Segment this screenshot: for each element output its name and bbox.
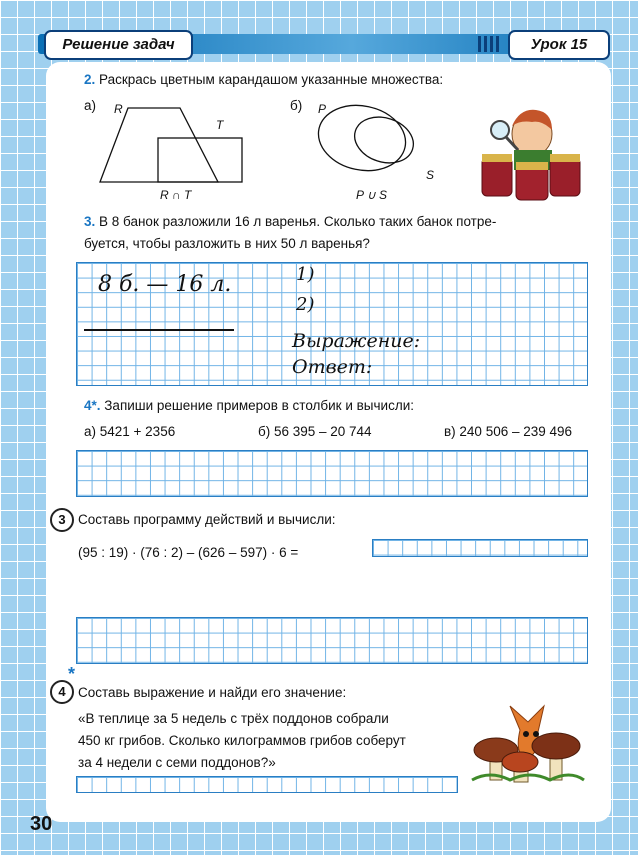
label-P: P xyxy=(318,102,327,116)
task-c4-line3: за 4 недели с семи поддонов?» xyxy=(78,755,276,770)
task4-number: 4*. xyxy=(84,398,101,413)
task4-example-b: б) 56 395 – 20 744 xyxy=(258,424,372,439)
caption-union: P ∪ S xyxy=(356,188,388,202)
task3-line1 xyxy=(84,214,496,229)
ellipse-P xyxy=(312,98,411,179)
task3-number: 3. xyxy=(84,214,96,229)
task-c4-line1: «В теплице за 5 недель с трёх поддонов собрали xyxy=(78,711,389,726)
task3-text-line1: В 8 банок разложили 16 л варенья. Сколько таких банок потре- xyxy=(99,214,497,229)
task-c3-answer-cells[interactable] xyxy=(372,539,588,557)
task4-text: Запиши решение примеров в столбик и вычисли: xyxy=(104,398,414,413)
hw-expression: Выражение: xyxy=(292,330,421,352)
task2-b-label: б) xyxy=(290,98,303,113)
hw-answer: Ответ: xyxy=(292,356,373,378)
header-ticks xyxy=(478,36,499,52)
task4-heading xyxy=(84,398,414,413)
hw-condition: 8 б. — 16 л. xyxy=(98,272,232,297)
task-c4-number: 4 xyxy=(50,680,74,704)
section-title: Решение задач xyxy=(44,30,193,60)
task-c4-line2: 450 кг грибов. Сколько килограммов грибов соберут xyxy=(78,733,406,748)
task2-heading xyxy=(84,72,443,87)
task-c3-number: 3 xyxy=(50,508,74,532)
page-number: 30 xyxy=(30,813,53,835)
boy-with-jars-illustration xyxy=(476,102,586,202)
caption-intersection: R ∩ T xyxy=(160,188,192,202)
task-c4-answer-cells[interactable] xyxy=(76,776,458,793)
task-c4-star: * xyxy=(68,664,76,684)
label-T: T xyxy=(216,118,224,132)
task-c4-text: Составь выражение и найди его значение: xyxy=(78,685,347,700)
hw-step2: 2) xyxy=(296,294,315,315)
task-c3-expression: (95 : 19) · (76 : 2) – (626 – 597) · 6 = xyxy=(78,545,299,560)
hw-underline xyxy=(84,329,234,331)
label-R: R xyxy=(114,102,123,116)
task3-text-line2: буется, чтобы разложить в них 50 л варенья? xyxy=(84,236,370,251)
trapezoid-R xyxy=(100,108,218,182)
task-c3-grid[interactable] xyxy=(76,617,588,664)
task4-grid[interactable] xyxy=(76,450,588,497)
task2-number: 2. xyxy=(84,72,96,87)
ellipse-S xyxy=(349,110,420,170)
lesson-title: Урок 15 xyxy=(508,30,610,60)
label-S: S xyxy=(426,168,435,182)
task4-example-c: в) 240 506 – 239 496 xyxy=(444,424,573,439)
task2-a-label: а) xyxy=(84,98,97,113)
task-c3-text: Составь программу действий и вычисли: xyxy=(78,512,336,527)
hw-step1: 1) xyxy=(296,264,315,285)
task4-example-a: а) 5421 + 2356 xyxy=(84,424,176,439)
rectangle-T xyxy=(158,138,242,182)
fox-mushrooms-illustration xyxy=(470,700,586,786)
task2-text: Раскрась цветным карандашом указанные множества: xyxy=(99,72,444,87)
